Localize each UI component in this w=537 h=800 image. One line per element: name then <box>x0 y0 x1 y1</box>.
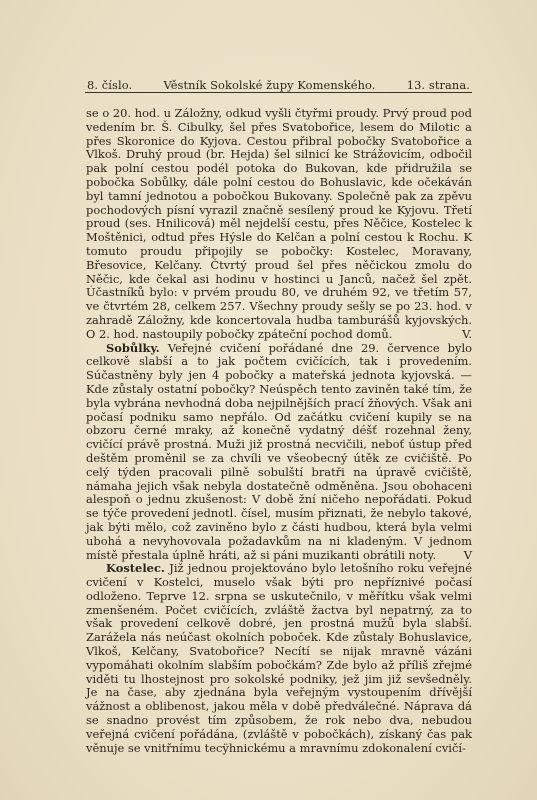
author-signature: V <box>463 547 472 562</box>
issue-number: 8. číslo. <box>87 78 133 92</box>
paragraph-sobulky <box>86 342 472 563</box>
author-signature: V. <box>462 326 472 341</box>
article-body <box>86 107 472 755</box>
page-number: 13. strana. <box>406 78 470 92</box>
section-lead-sobulky: Sobůlky. <box>106 340 160 355</box>
page-header <box>87 78 470 92</box>
paragraph-text: se o 20. hod. u Záložny, odkud vyšli čtyřmi proudy. Prvý proud pod vedením br. Š. Cibulky, šel přes Svatobořice, lesem do Milotic a přes Skoronice do Kyjova. Cestou přibral pobočky Svatobořice a Vlkoš. Druhý proud (br. Hejda) šel silnicí ke Strážovicím, odbočil pak polní cestou podél potoka do Bukovan, kde přidružila se pobočka Sobůlky, dále polní cestou do Bohuslavic, kde očekáván byl tamní jednotou a pobočkou Bukovany. Společně pak za zpěvu pochodových písní vyrazil značně sesílený proud ke Kyjovu. Třetí proud (ses. Hnilicová) měl nejdelší cestu, přes Něčice, Kostelec k Moštěnici, odtud přes Hýsle do Kelčan a polní cestou k Rochu. K tomuto proudu připojily se pobočky: Kostelec, Moravany, Břesovice, Kelčany. Čtvrtý proud šel přes něčickou zmolu do Něčic, kde čekal asi hodinu v hostinci u Janců, načež šel zpět. Účastníků bylo: v prvém proudu 80, ve druhém 92, ve třetím 57, ve čtvrtém 28, celkem 257. Všechny proudy sešly se po 23. hod. v zahradě Záložny, kde koncertovala hudba tamburášů kyjovských. O 2. hod. nastoupily pobočky zpáteční pochod domů. <box>86 106 472 341</box>
paragraph-text: Již jednou projektováno bylo letošního roku veřejné cvičení v Kostelci, muselo však býti pro nepříznivé počasí odloženo. Teprve 12. srpna se uskutečnilo, v měřítku však velmi zmenšeném. Počet cvičících, zvláště žactva byl nepatrný, za to však provedení celkově dobré, jen prostná mužů byla slabší. Zarážela nás neúčast okolních poboček. Kde zůstaly Bohuslavice, Vlkoš, Kelčany, Svatobořice? Necítí se nijak mravně vázáni vypomáhati okolním slabším pobočkám? Zde bylo až příliš zřejmé viděti tu lhostejnost pro sokolské podniky, jež jim již sevšedněly. Je na čase, aby zjednána byla veřejným vystoupením dřívější vážnost a oblibenost, jakou měla v době předválečné. Náprava dá se snadno provést tím způsobem, že rok nebo dva, nebudou veřejná cvičení pořádána, (zvláště v pobočkách), získaný čas pak věnuje se vnitřnímu tecÿhnickému a mravnímu zdokonalení cvičí- <box>86 561 472 755</box>
paragraph-kostelec <box>86 562 472 755</box>
header-rule <box>85 92 472 93</box>
paragraph-convoy-report <box>86 107 472 342</box>
section-lead-kostelec: Kostelec. <box>106 561 165 576</box>
paragraph-text: Veřejné cvičení pořádané dne 29. července bylo celkově slabší a to jak počtem cvičících, tak i provedením. Súčastněny byly jen 4 pobočky a mateřská jednota kyjovská. — Kde zůstaly ostatní pobočky? Neúspěch tento zaviněn také tím, že byla vybrána nevhodná doba nejpilnějších prací žňových. Však ani počasí podniku samo nepřálo. Od začátku cvičení kupily se na obzoru černé mraky, až konečně vydatný déšť rozehnal ženy, cvičící právě prostná. Muži již prostná necvičili, neboť ústup před deštěm proměnil se za chvíli ve všeobecný útěk ze cvičiště. Po celý týden pracovali pilně sobulští bratři na úpravě cvičiště, námaha jejich však nebyla dostatečně odměněna. Jsou obohaceni alespoň o jednu zkušenost: V době žní ničeho nepořádati. Pokud se týče provedení jednotl. čísel, musím přiznati, že nebylo takové, jak býti mělo, což zaviněno bylo z části hudbou, která byla velmi ubohá a nevyhovovala požadavkům na ni kladeným. V jednom místě přestala úplně hráti, až si páni muzikanti obrátili noty. <box>86 340 472 562</box>
publication-title: Věstník Sokolské župy Komenského. <box>163 78 376 92</box>
